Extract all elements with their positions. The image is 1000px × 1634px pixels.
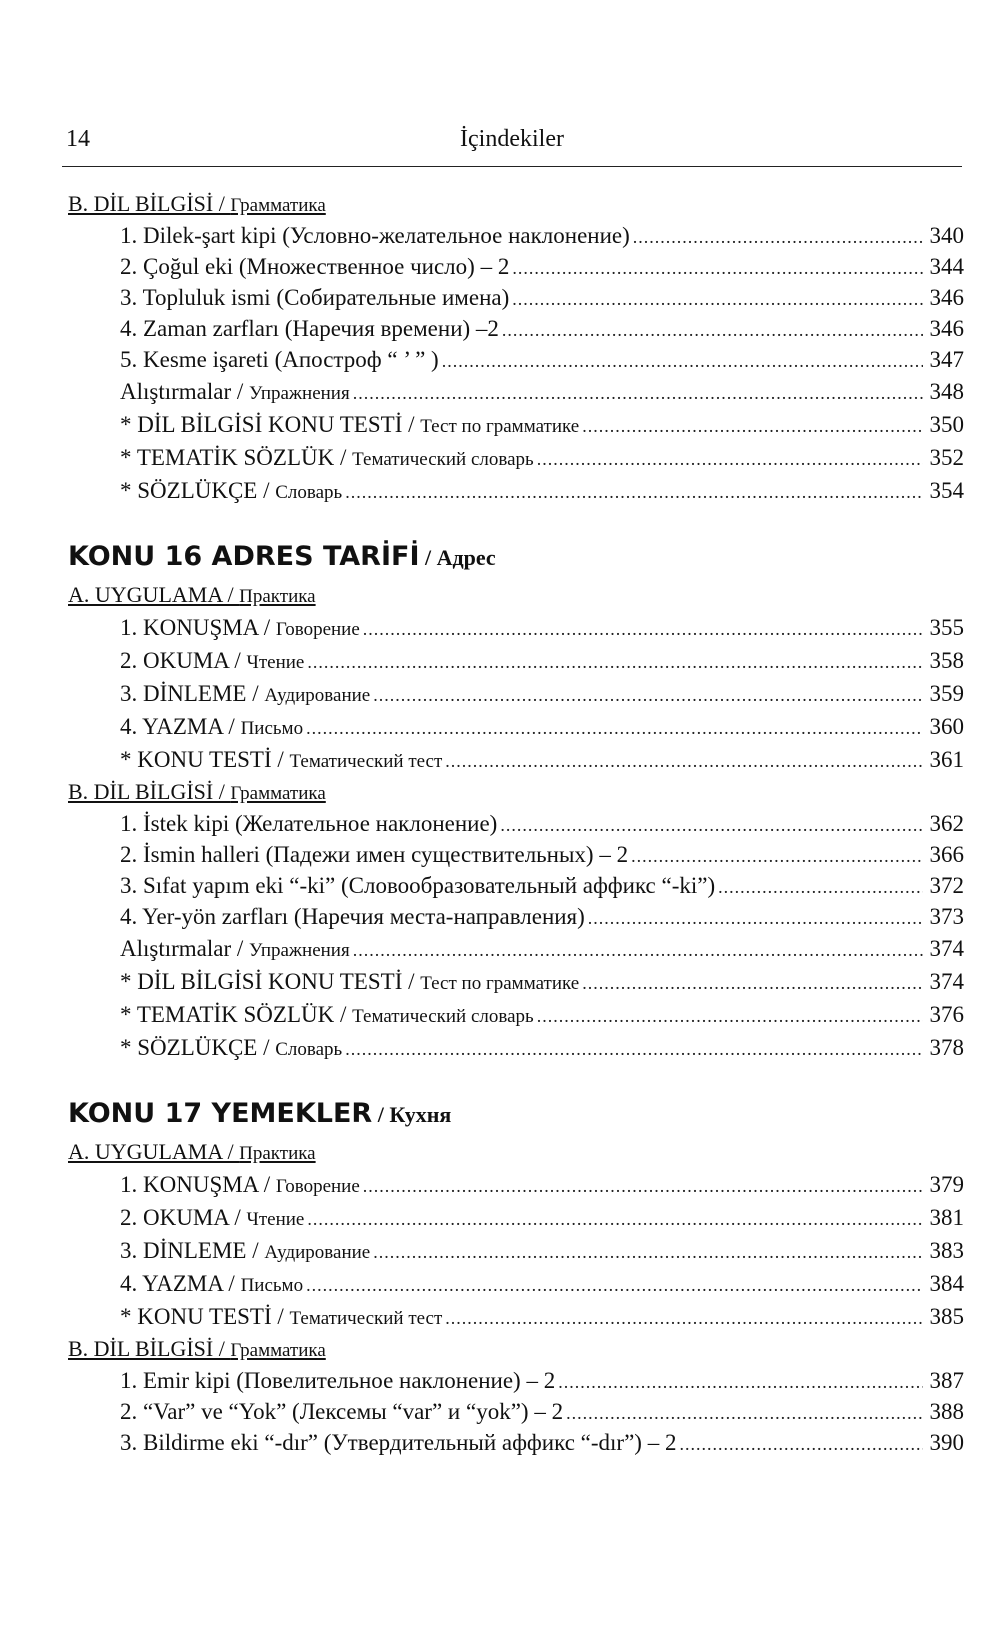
toc-entry-exercises: Alıştırmalar / Упражнения ..... 348 (68, 375, 964, 408)
toc-entry: 1. İstek kipi (Желательное наклонение) ..... 362 (68, 808, 964, 839)
toc-entry: 1. Dilek-şart kipi (Условно-желательное наклонение) ..... 340 (68, 220, 964, 251)
toc-entry: 2. Çoğul eki (Множественное число) – 2 ..... 344 (68, 251, 964, 282)
page-ref: 348 (929, 379, 964, 404)
practice-section-heading: A. UYGULAMA / Практика (68, 1139, 316, 1164)
page-ref: 388 (929, 1399, 964, 1424)
page-ref: 376 (929, 1002, 964, 1027)
toc-entry-grammar-test: * DİL BİLGİSİ KONU TESTİ / Тест по грамматике ..... 374 (68, 965, 964, 998)
page-ref: 340 (929, 223, 964, 248)
grammar-section-heading: B. DİL BİLGİSİ / Грамматика (68, 779, 326, 804)
unit-17-heading: KONU 17 YEMEKLER / Кухня (68, 1098, 452, 1129)
page-ref: 374 (929, 936, 964, 961)
page-ref: 379 (929, 1172, 964, 1197)
toc-entry-thematic-dictionary: * TEMATİK SÖZLÜK / Тематический словарь ..... 352 (68, 441, 964, 474)
toc-entry: * KONU TESTİ / Тематический тест ..... 361 (68, 743, 964, 776)
page-ref: 352 (929, 445, 964, 470)
toc-entry: 4. YAZMA / Письмо ..... 384 (68, 1267, 964, 1300)
page-ref: 362 (929, 811, 964, 836)
toc-entry: 4. Zaman zarfları (Наречия времени) –2 ..... 346 (68, 313, 964, 344)
page-ref: 387 (929, 1368, 964, 1393)
toc-entry: 3. DİNLEME / Аудирование ..... 359 (68, 677, 964, 710)
page-ref: 354 (929, 478, 964, 503)
page-ref: 359 (929, 681, 964, 706)
toc-entry: 3. Sıfat yapım eki “-ki” (Словообразовательный аффикс “-ki”) ..... 372 (68, 870, 964, 901)
page-ref: 358 (929, 648, 964, 673)
toc-entry: 1. KONUŞMA / Говорение ..... 355 (68, 611, 964, 644)
page-ref: 378 (929, 1035, 964, 1060)
toc-entry: 3. Topluluk ismi (Собирательные имена) ..... 346 (68, 282, 964, 313)
page-ref: 366 (929, 842, 964, 867)
page-ref: 385 (929, 1304, 964, 1329)
page-ref: 381 (929, 1205, 964, 1230)
page-ref: 360 (929, 714, 964, 739)
page-ref: 390 (929, 1430, 964, 1455)
toc-entry-glossary: * SÖZLÜKÇE / Словарь ..... 378 (68, 1031, 964, 1064)
page-ref: 361 (929, 747, 964, 772)
toc-entry: 2. OKUMA / Чтение ..... 381 (68, 1201, 964, 1234)
grammar-section-heading: B. DİL BİLGİSİ / Грамматика (68, 191, 326, 216)
toc-entry: 5. Kesme işareti (Апостроф “ ’ ” ) ..... 347 (68, 344, 964, 375)
page-ref: 374 (929, 969, 964, 994)
grammar-section-heading: B. DİL BİLGİSİ / Грамматика (68, 1336, 326, 1361)
page-ref: 347 (929, 347, 964, 372)
page-ref: 344 (929, 254, 964, 279)
toc-entry: 2. OKUMA / Чтение ..... 358 (68, 644, 964, 677)
toc-entry: 2. “Var” ve “Yok” (Лексемы “var” и “yok”) – 2 ..... 388 (68, 1396, 964, 1427)
toc-entry-thematic-dictionary: * TEMATİK SÖZLÜK / Тематический словарь ..... 376 (68, 998, 964, 1031)
page-ref: 383 (929, 1238, 964, 1263)
page-ref: 350 (929, 412, 964, 437)
page-ref: 372 (929, 873, 964, 898)
toc-entry: 3. Bildirme eki “-dır” (Утвердительный аффикс “-dır”) – 2 ..... 390 (68, 1427, 964, 1458)
toc-entry: 4. Yer-yön zarfları (Наречия места-направления) ..... 373 (68, 901, 964, 932)
toc-entry: 3. DİNLEME / Аудирование ..... 383 (68, 1234, 964, 1267)
toc-entry: 1. Emir kipi (Повелительное наклонение) – 2 ..... 387 (68, 1365, 964, 1396)
page-ref: 355 (929, 615, 964, 640)
practice-section-heading: A. UYGULAMA / Практика (68, 582, 316, 607)
table-of-contents (68, 188, 964, 1458)
toc-entry: * KONU TESTİ / Тематический тест ..... 385 (68, 1300, 964, 1333)
page-ref: 346 (929, 316, 964, 341)
toc-entry-exercises: Alıştırmalar / Упражнения ..... 374 (68, 932, 964, 965)
toc-entry: 1. KONUŞMA / Говорение ..... 379 (68, 1168, 964, 1201)
toc-entry: 2. İsmin halleri (Падежи имен существительных) – 2 ..... 366 (68, 839, 964, 870)
page-ref: 346 (929, 285, 964, 310)
running-title: İçindekiler (460, 126, 564, 152)
toc-entry-glossary: * SÖZLÜKÇE / Словарь ..... 354 (68, 474, 964, 507)
unit-16-heading: KONU 16 ADRES TARİFİ / Адрес (68, 541, 496, 572)
page-number: 14 (66, 126, 90, 152)
page-ref: 373 (929, 904, 964, 929)
page-ref: 384 (929, 1271, 964, 1296)
toc-entry: 4. YAZMA / Письмо ..... 360 (68, 710, 964, 743)
page-header (62, 126, 962, 167)
toc-entry-grammar-test: * DİL BİLGİSİ KONU TESTİ / Тест по грамматике ..... 350 (68, 408, 964, 441)
